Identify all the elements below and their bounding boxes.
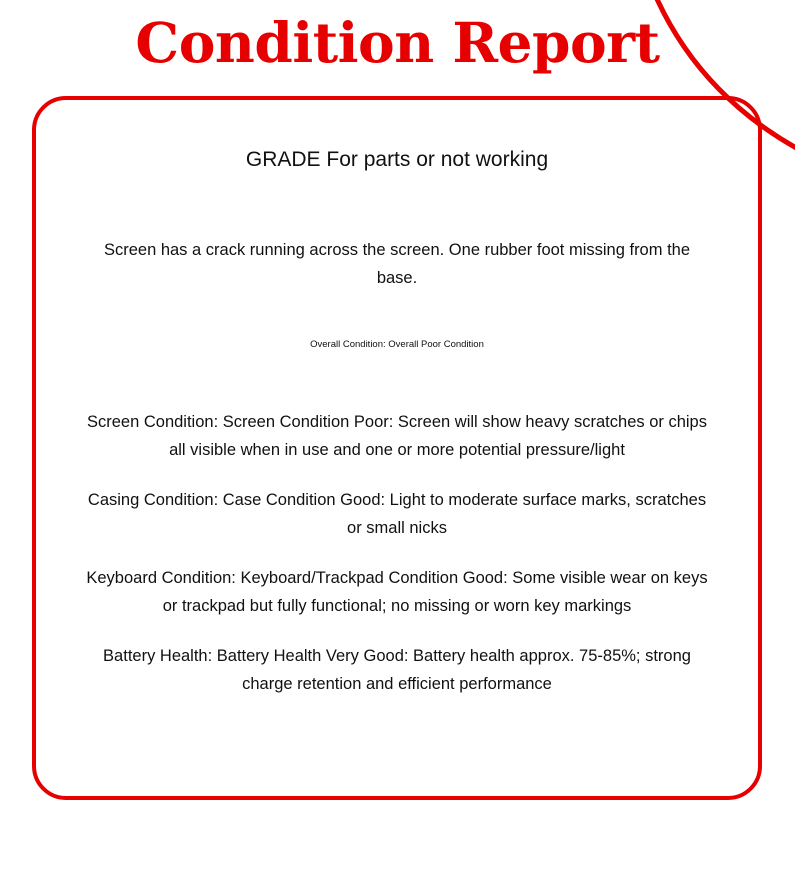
report-card-content <box>36 146 758 698</box>
grade-line: GRADE For parts or not working <box>245 148 549 171</box>
list-item: Battery Health: Battery Health Very Good: Battery health approx. 75-85%; strong charge retention and efficient performance <box>103 647 691 693</box>
page-title: Condition Report <box>135 10 660 75</box>
list-item: Casing Condition: Case Condition Good: Light to moderate surface marks, scratches or small nicks <box>87 491 707 537</box>
damage-summary: Screen has a crack running across the screen. One rubber foot missing from the base. <box>103 241 691 287</box>
condition-details-list <box>72 408 722 698</box>
list-item: Screen Condition: Screen Condition Poor: Screen will show heavy scratches or chips all visible when in use and one or more potential pressure/light <box>87 413 707 459</box>
report-card <box>32 96 762 800</box>
overall-condition: Overall Condition: Overall Poor Condition <box>310 339 484 350</box>
list-item: Keyboard Condition: Keyboard/Trackpad Condition Good: Some visible wear on keys or trackpad but fully functional; no missing or worn key markings <box>86 569 708 615</box>
